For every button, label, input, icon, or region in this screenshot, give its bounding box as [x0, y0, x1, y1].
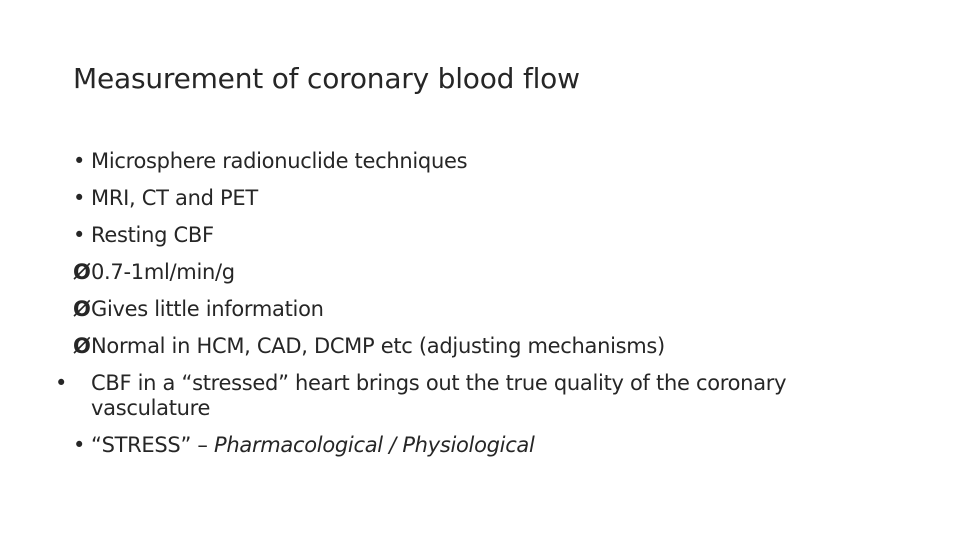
bullet-text: Resting CBF	[91, 223, 214, 247]
bullet-item	[73, 427, 893, 464]
bullet-text: Microsphere radionuclide techniques	[91, 149, 468, 173]
bullet-text: Normal in HCM, CAD, DCMP etc (adjusting mechanisms)	[91, 334, 665, 358]
bullet-item	[73, 143, 893, 180]
stress-label: “STRESS” –	[91, 433, 214, 457]
slide-title: Measurement of coronary blood flow	[73, 62, 580, 95]
arrow-bullet-icon: Ø	[73, 260, 91, 284]
bullet-marker: •	[73, 186, 86, 210]
bullet-item	[73, 180, 893, 217]
bullet-marker: •	[73, 223, 86, 247]
bullet-text: CBF in a “stressed” heart brings out the true quality of the coronary vasculature	[91, 371, 787, 420]
arrow-item	[73, 328, 893, 365]
bullet-item	[55, 371, 893, 421]
bullet-marker: •	[55, 371, 68, 395]
bullet-text: 0.7-1ml/min/g	[91, 260, 235, 284]
arrow-item	[73, 254, 893, 291]
bullet-item	[73, 217, 893, 254]
arrow-bullet-icon: Ø	[73, 297, 91, 321]
bullet-text: MRI, CT and PET	[91, 186, 258, 210]
bullet-text: Gives little information	[91, 297, 324, 321]
bullet-marker: •	[73, 433, 86, 457]
bullet-marker: •	[73, 149, 86, 173]
arrow-item	[73, 291, 893, 328]
arrow-bullet-icon: Ø	[73, 334, 91, 358]
stress-types: Pharmacological / Physiological	[214, 433, 535, 457]
slide-body	[55, 143, 893, 464]
